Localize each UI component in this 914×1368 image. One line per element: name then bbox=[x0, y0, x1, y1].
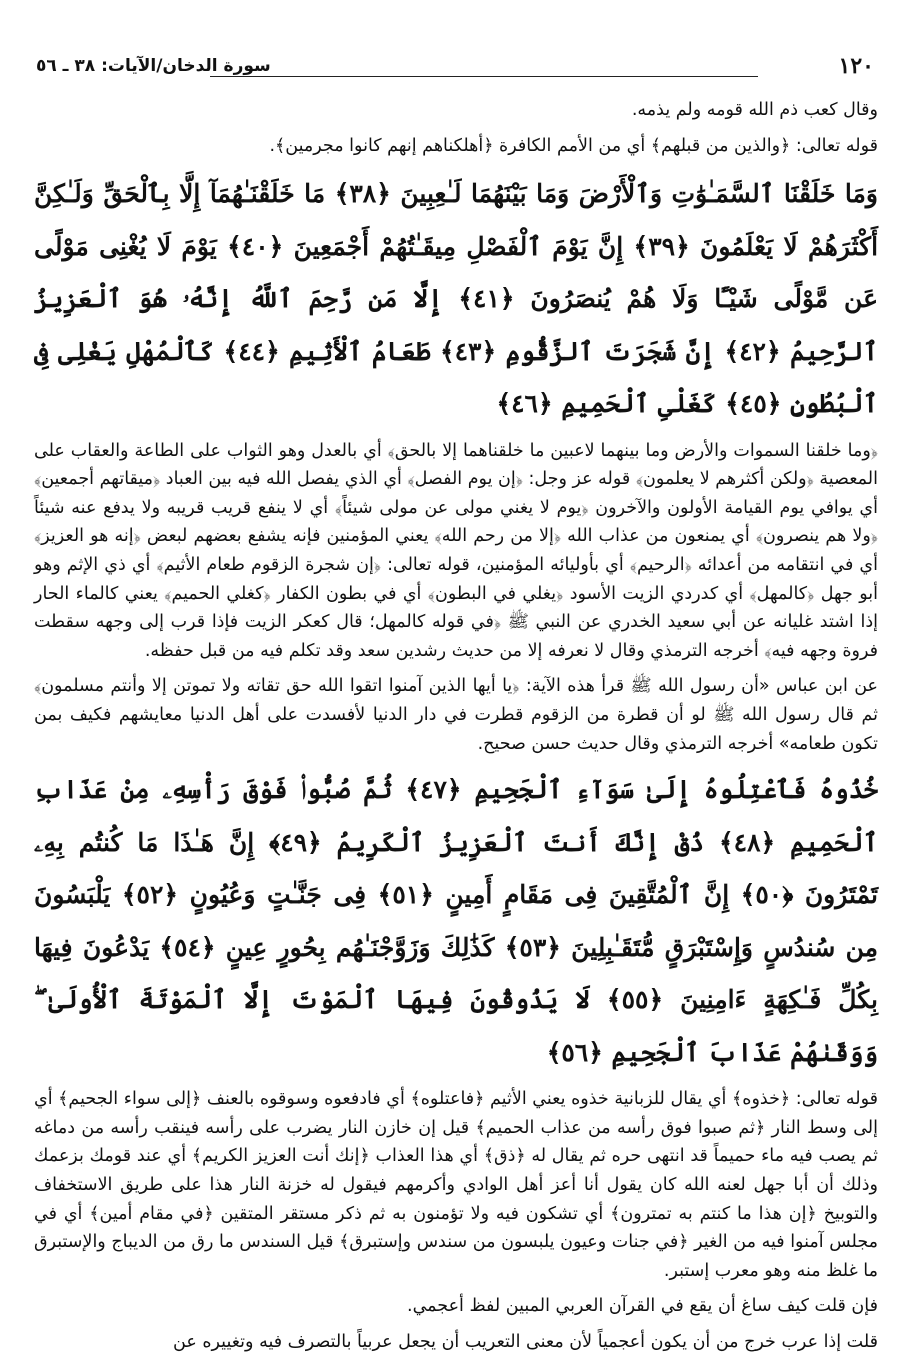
paragraph-7: قلت إذا عرب خرج من أن يكون أعجمياً لأن معنى التعريب أن يجعل عربياً بالتصرف فيه وتغييره عن bbox=[173, 1331, 878, 1352]
running-title: سورة الدخان/الآيات: ٣٨ ـ ٥٦ bbox=[36, 56, 271, 76]
quran-verses-38-46: وَمَا خَلَقْنَا ٱلسَّمَـٰوَٰتِ وَٱلْأَرْضَ وَمَا بَيْنَهُمَا لَـٰعِبِينَ ﴿٣٨﴾ مَا خَلَقْنَـٰهُمَآ إِلَّا بِٱلْحَقِّ وَلَـٰكِنَّ أَكْثَرَهُمْ لَا يَعْلَمُونَ ﴿٣٩﴾ إِنَّ يَوْمَ ٱلْفَصْلِ مِيقَـٰتُهُمْ أَجْمَعِينَ ﴿٤٠﴾ يَوْمَ لَا يُغْنِى مَوْلًى عَن مَّوْلًى شَيْـًٔا وَلَا هُمْ يُنصَرُونَ ﴿٤١﴾ إِلَّا مَن رَّحِمَ ٱللَّهُ إِنَّهُۥ هُوَ ٱلْعَزِيزُ ٱلرَّحِيمُ ﴿٤٢﴾ إِنَّ شَجَرَتَ ٱلزَّقُّومِ ﴿٤٣﴾ طَعَامُ ٱلْأَثِيمِ ﴿٤٤﴾ كَٱلْمُهْلِ يَغْلِى فِى ٱلْبُطُونِ ﴿٤٥﴾ كَغَلْىِ ٱلْحَمِيمِ ﴿٤٦﴾ bbox=[34, 179, 879, 419]
paragraph-1: وقال كعب ذم الله قومه ولم يذمه. bbox=[631, 100, 878, 120]
page-number: ١٢٠ bbox=[838, 53, 874, 79]
quran-verses-47-56: خُذُوهُ فَٱعْتِلُوهُ إِلَىٰ سَوَآءِ ٱلْجَحِيمِ ﴿٤٧﴾ ثُمَّ صُبُّوا۟ فَوْقَ رَأْسِهِۦ مِنْ عَذَابِ ٱلْحَمِيمِ ﴿٤٨﴾ ذُقْ إِنَّكَ أَنتَ ٱلْعَزِيزُ ٱلْكَرِيمُ ﴿٤٩﴾ إِنَّ هَـٰذَا مَا كُنتُم بِهِۦ تَمْتَرُونَ ﴿٥٠﴾ إِنَّ ٱلْمُتَّقِينَ فِى مَقَامٍ أَمِينٍ ﴿٥١﴾ فِى جَنَّـٰتٍ وَعُيُونٍ ﴿٥٢﴾ يَلْبَسُونَ مِن سُندُسٍ وَإِسْتَبْرَقٍ مُّتَقَـٰبِلِينَ ﴿٥٣﴾ كَذَٰلِكَ وَزَوَّجْنَـٰهُم بِحُورٍ عِينٍ ﴿٥٤﴾ يَدْعُونَ فِيهَا بِكُلِّ فَـٰكِهَةٍ ءَامِنِينَ ﴿٥٥﴾ لَا يَذُوقُونَ فِيهَا ٱلْمَوْتَ إِلَّا ٱلْمَوْتَةَ ٱلْأُولَىٰ ۖ وَوَقَىٰهُمْ عَذَابَ ٱلْجَحِيمِ ﴿٥٦﴾ bbox=[34, 775, 879, 1067]
paragraph-4: عن ابن عباس «أن رسول الله ﷺ قرأ هذه الآية: ﴿يا أيها الذين آمنوا اتقوا الله حق تقاته ولا تموتن إلا وأنتم مسلمون﴾ ثم قال رسول الله ﷺ لو أن قطرة من الزقوم قطرت في دار الدنيا لأفسدت على أهل الدنيا معايشهم فكيف بمن تكون طعامه» أخرجه الترمذي وقال حديث حسن صحيح. bbox=[34, 676, 878, 754]
paragraph-5: قوله تعالى: ﴿خذوه﴾ أي يقال للزبانية خذوه يعني الأثيم ﴿فاعتلوه﴾ أي فادفعوه وسوقوه بالعنف ﴿إلى سواء الجحيم﴾ أي إلى وسط النار ﴿ثم صبوا فوق رأسه من عذاب الحميم﴾ قيل إن خازن النار يضرب على رأسه فينقب رأسه من دماغه ثم يصب فيه ماء حميماً قد انتهى حره ثم يقال له ﴿ذق﴾ أي هذا العذاب ﴿إنك أنت العزيز الكريم﴾ أي عند قومك بزعمك وذلك أن أبا جهل لعنه الله كان يقول أنا أعز أهل الوادي وأكرمهم فيقول له خزنة النار هذا على طريق الاستخفاف والتوبيخ ﴿إن هذا ما كنتم به تمترون﴾ أي تشكون فيه ولا تؤمنون به ثم ذكر مستقر المتقين ﴿في مقام أمين﴾ أي في مجلس آمنوا فيه من الغير ﴿في جنات وعيون يلبسون من سندس وإستبرق﴾ قيل السندس ما رق من الديباج والإستبرق ما غلظ منه وهو معرب إستبر. bbox=[34, 1089, 878, 1281]
paragraph-3: ﴿وما خلقنا السموات والأرض وما بينهما لاعبين ما خلقناهما إلا بالحق﴾ أي بالعدل وهو الثواب على الطاعة والعقاب على المعصية ﴿ولكن أكثرهم لا يعلمون﴾ قوله عز وجل: ﴿إن يوم الفصل﴾ أي الذي يفصل الله فيه بين العباد ﴿ميقاتهم أجمعين﴾ أي يوافي يوم القيامة الأولون والآخرون ﴿يوم لا يغني مولى عن مولى شيئاً﴾ أي لا ينفع قريب قريبه ولا يدفع عنه شيئاً ﴿ولا هم ينصرون﴾ أي يمنعون من عذاب الله ﴿إلا من رحم الله﴾ يعني المؤمنين فإنه يشفع بعضهم لبعض ﴿إنه هو العزيز﴾ أي في انتقامه من أعدائه ﴿الرحيم﴾ أي بأوليائه المؤمنين، قوله تعالى: ﴿إن شجرة الزقوم طعام الأثيم﴾ أي ذي الإثم وهو أبو جهل ﴿كالمهل﴾ أي كدردي الزيت الأسود ﴿يغلي في البطون﴾ أي في بطون الكفار ﴿كغلي الحميم﴾ يعني كالماء الحار إذا اشتد غليانه عن أبي سعيد الخدري عن النبي ﷺ ﴿في قوله كالمهل؛ قال كعكر الزيت فإذا قرب إلى وجهه سقطت فروة وجهه فيه﴾ أخرجه الترمذي وقال لا نعرفه إلا من حديث رشدين سعد وقد تكلم فيه من قبل حفظه. bbox=[34, 440, 878, 661]
header-rule bbox=[210, 76, 758, 77]
paragraph-2: قوله تعالى: ﴿والذين من قبلهم﴾ أي من الأمم الكافرة ﴿أهلكناهم إنهم كانوا مجرمين﴾. bbox=[269, 135, 878, 156]
page-body bbox=[34, 96, 878, 1357]
paragraph-6: فإن قلت كيف ساغ أن يقع في القرآن العربي المبين لفظ أعجمي. bbox=[407, 1296, 878, 1317]
page-header bbox=[36, 52, 874, 92]
